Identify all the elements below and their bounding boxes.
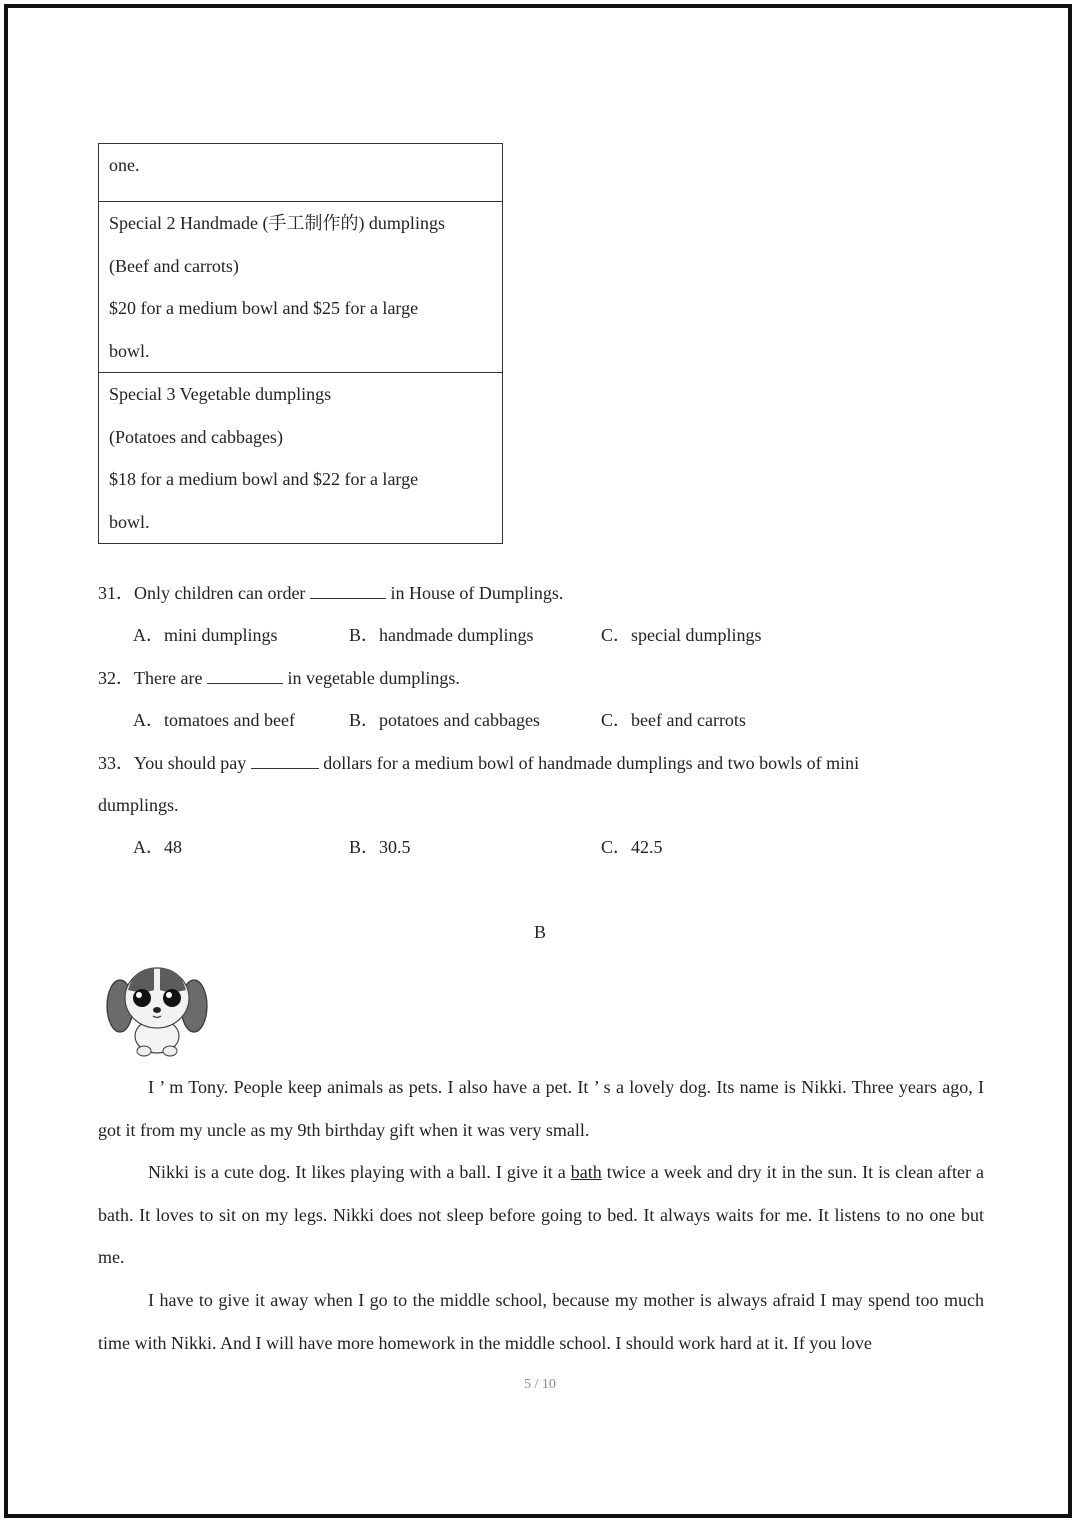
special2-price-end: bowl.	[109, 340, 150, 361]
paragraph-2-text: twice a week and dry it in the sun. It is clean after a bath. It loves to sit on my legs. Nikki does not sleep before going to bed. It always waits for me. It listens to no one but me.	[98, 1162, 985, 1268]
paragraph-2-text: Nikki is a cute dog. It likes playing with a ball. I give it a	[148, 1162, 571, 1183]
question-number: 31．	[98, 583, 134, 603]
paragraph-3: I have to give it away when I go to the middle school, because my mother is always afraid I may spend too much time with Nikki. And I will have more homework in the middle school. I should work hard at it. If you love	[98, 1289, 984, 1353]
underlined-word: bath	[570, 1162, 602, 1183]
option-c: C．special dumplings	[601, 625, 762, 645]
question-31	[98, 580, 563, 605]
question-33-continuation: dumplings.	[98, 795, 179, 815]
section-heading-b: B	[533, 922, 546, 942]
menu-row-special2	[99, 202, 503, 373]
question-text-after: in vegetable dumplings.	[287, 668, 460, 688]
question-number: 33．	[98, 753, 134, 773]
page-number: 5 / 10	[524, 1377, 556, 1392]
answer-blank	[310, 580, 386, 599]
option-a: A．mini dumplings	[133, 625, 278, 645]
question-33	[98, 750, 859, 775]
special3-filling: (Potatoes and cabbages)	[109, 426, 283, 447]
option-a: A．tomatoes and beef	[133, 710, 295, 730]
menu-row-previous	[99, 144, 503, 202]
option-c: C．beef and carrots	[601, 710, 746, 730]
menu-cell-special2	[99, 202, 503, 373]
answer-blank	[207, 665, 283, 684]
question-text-after: in House of Dumplings.	[390, 583, 564, 603]
option-c: C．42.5	[601, 837, 663, 857]
option-b: B．potatoes and cabbages	[349, 710, 540, 730]
special3-price: $18 for a medium bowl and $22 for a large	[109, 469, 419, 489]
question-text-after: dollars for a medium bowl of handmade dumplings and two bowls of mini	[323, 753, 860, 773]
question-text-before: Only children can order	[134, 583, 306, 603]
option-b: B．handmade dumplings	[349, 625, 534, 645]
special3-title: Special 3 Vegetable dumplings	[109, 384, 332, 404]
dog-illustration	[104, 960, 210, 1060]
special2-price: $20 for a medium bowl and $25 for a large	[109, 298, 419, 318]
special3-price-end: bowl.	[109, 511, 150, 532]
question-number: 32．	[98, 668, 134, 688]
question-text-before: You should pay	[134, 753, 247, 773]
menu-row-special3	[99, 373, 503, 544]
question-32	[98, 665, 460, 690]
paragraph-2	[98, 1151, 984, 1279]
passage-b	[98, 1066, 984, 1364]
menu-cell-previous	[99, 144, 503, 202]
menu-cell-text: one.	[109, 155, 140, 175]
menu-table	[98, 143, 503, 544]
menu-cell-special3	[99, 373, 503, 544]
question-text-before: There are	[134, 668, 203, 688]
answer-blank	[251, 750, 319, 769]
paragraph-1: I ’ m Tony. People keep animals as pets. I also have a pet. It ’ s a lovely dog. Its name is Nikki. Three years ago, I got it from my uncle as my 9th birthday gift when it was very small.	[98, 1077, 984, 1140]
option-b: B．30.5	[349, 837, 411, 857]
special2-title: Special 2 Handmade (手工制作的) dumplings	[109, 213, 445, 233]
option-a: A．48	[133, 837, 182, 857]
special2-filling: (Beef and carrots)	[109, 255, 239, 276]
